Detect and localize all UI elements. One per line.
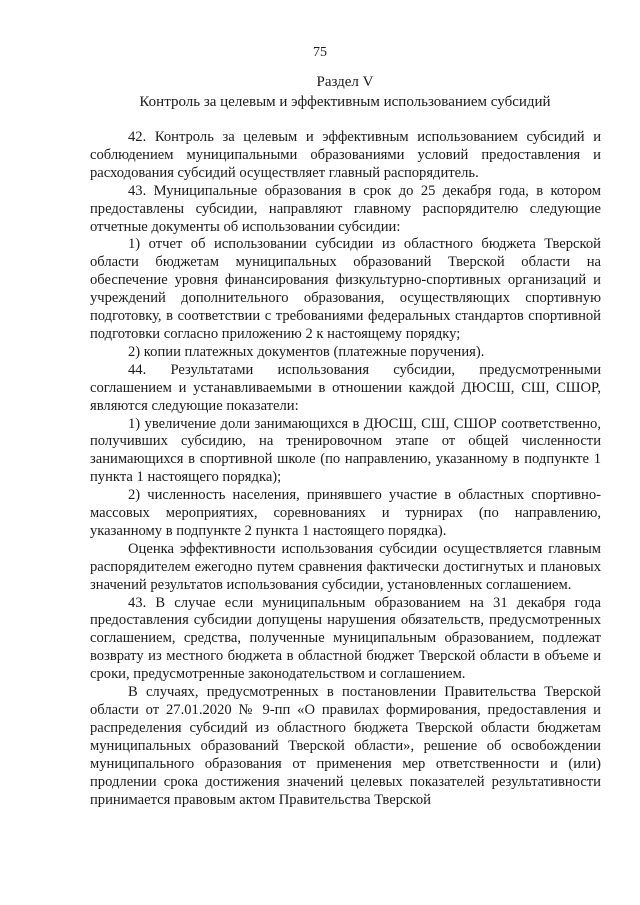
paragraph-43-item-2: 2) копии платежных документов (платежные поручения). xyxy=(128,343,485,360)
section-title: Контроль за целевым и эффективным использованием субсидий xyxy=(139,94,551,110)
paragraph-efficiency-assessment: Оценка эффективности использования субсидии осуществляется главным распорядителем ежегодно путем сравнения фактически достигнутых и плановых значений результатов использования субсидии, установленных соглашением. xyxy=(90,540,601,593)
section-heading xyxy=(90,72,600,112)
body-text xyxy=(90,129,601,809)
paragraph-43-item-1: 1) отчет об использовании субсидии из областного бюджета Тверской области бюджетам муниципальных образований Тверской области на обеспечение уровня финансирования физкультурно-спортивных организаций и учреждений дополнительного образования, осуществляющих спортивную подготовку, в соответствии с требованиями федеральных стандартов спортивной подготовки согласно приложению 2 к настоящему порядку; xyxy=(90,236,601,342)
paragraph-44-item-2: 2) численность населения, принявшего участие в областных спортивно-массовых мероприятиях, соревнованиях и турнирах (по направлению, указанному в подпункте 2 пункта 1 настоящего порядка). xyxy=(90,487,601,539)
paragraph-42: 42. Контроль за целевым и эффективным использованием субсидий и соблюдением муниципальными образованиями условий предоставления и расходования субсидий осуществляет главный распорядитель. xyxy=(90,129,601,181)
paragraph-43: 43. Муниципальные образования в срок до 25 декабря года, в котором предоставлены субсидии, направляют главному распорядителю следующие отчетные документы об использовании субсидии: xyxy=(90,182,601,235)
page-number: 75 xyxy=(313,45,327,60)
paragraph-44-item-1: 1) увеличение доли занимающихся в ДЮСШ, СШ, СШОР соответственно, получивших субсидию, на тренировочном этапе от общей численности занимающихся в спортивной школе (по направлению, указанному в подпункте 1 пункта 1 настоящего порядка); xyxy=(90,415,601,486)
paragraph-43-repeat: 43. В случае если муниципальным образованием на 31 декабря года предоставления субсидии допущены нарушения обязательств, предусмотренных соглашением, средства, полученные муниципальным образованием, подлежат возврату из местного бюджета в областной бюджет Тверской области в объеме и сроки, предусмотренные законодательством и соглашением. xyxy=(90,594,601,683)
section-label: Раздел V xyxy=(316,74,374,90)
paragraph-44: 44. Результатами использования субсидии, предусмотренными соглашением и устанавливаемыми в отношении каждой ДЮСШ, СШ, СШОР, являются следующие показатели: xyxy=(90,361,601,414)
paragraph-exemption-cases: В случаях, предусмотренных в постановлении Правительства Тверской области от 27.01.2020 № 9-пп «О правилах формирования, предоставления и распределения субсидий из областного бюджета Тверской области бюджетам муниципальных образований Тверской области», решение об освобождении муниципального образования от применения мер ответственности и (или) продлении срока достижения значений целевых показателей результативности принимается правовым актом Правительства Тверской xyxy=(90,684,601,808)
